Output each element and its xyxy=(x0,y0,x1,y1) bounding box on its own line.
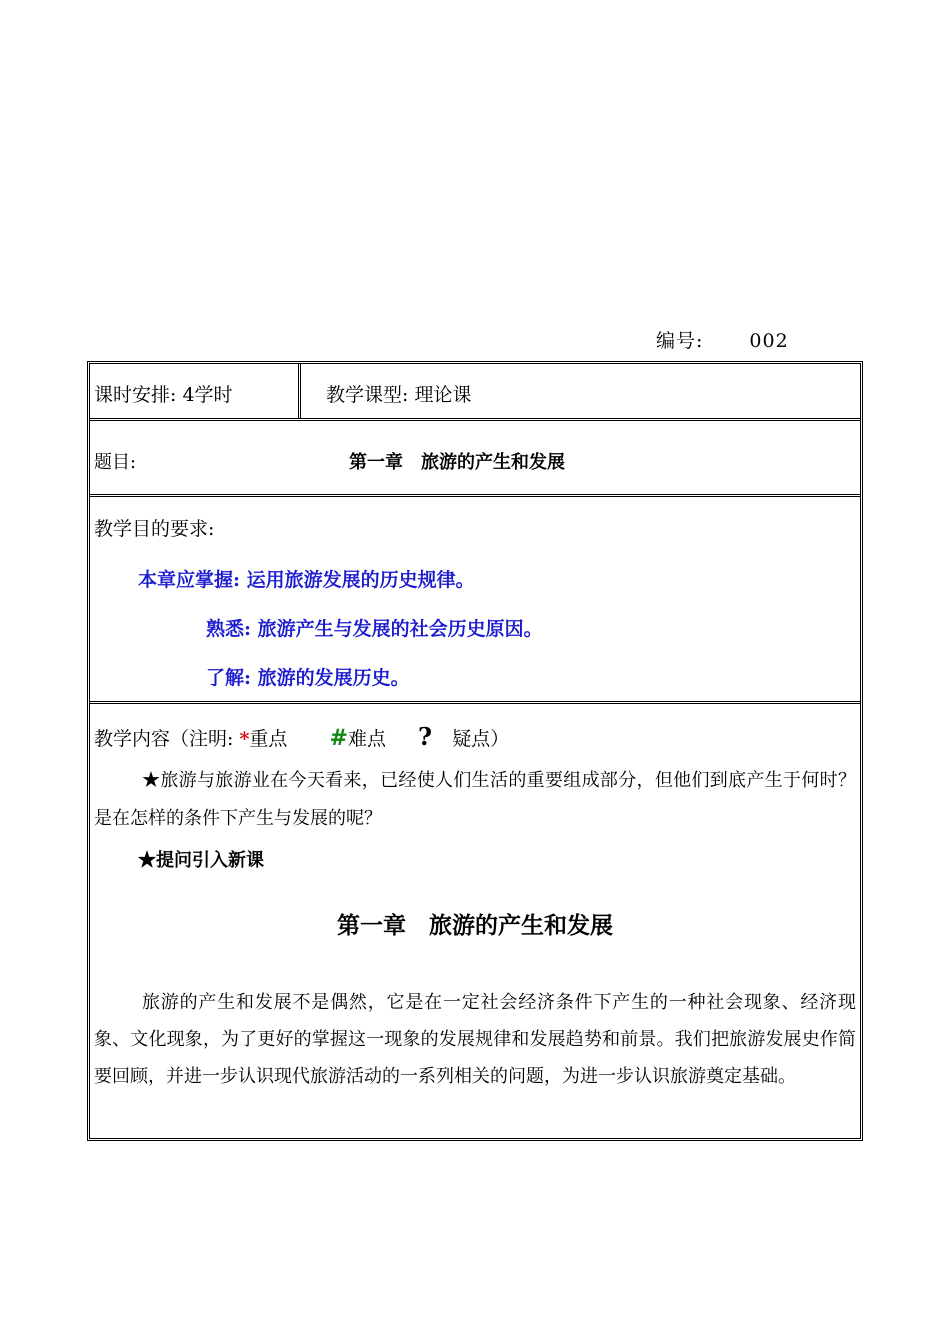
cell-hours xyxy=(90,364,301,418)
chapter-heading: 第一章 旅游的产生和发展 xyxy=(337,912,613,939)
content-legend xyxy=(94,722,509,751)
row-objectives xyxy=(90,497,860,704)
chapter-intro-paragraph: 旅游的产生和发展不是偶然，它是在一定社会经济条件下产生的一种社会现象、经济现象、文化现象，为了更好的掌握这一现象的发展规律和发展趋势和前景。我们把旅游发展史作简要回顾，并进一步认识现代旅游活动的一系列相关的问题，为进一步认识旅游奠定基础。 xyxy=(94,992,856,1087)
row-content xyxy=(90,704,860,1138)
course-type-text: 教学课型: 理论课 xyxy=(326,384,472,406)
row-schedule xyxy=(90,364,860,421)
row-topic xyxy=(90,421,860,497)
content-label: 教学内容（注明: xyxy=(94,728,234,750)
key-point-icon: * xyxy=(239,728,250,750)
lead-in-text: ★提问引入新课 xyxy=(138,850,264,871)
objective-understand: 了解: 旅游的发展历史。 xyxy=(206,667,410,689)
lesson-plan-table xyxy=(87,361,863,1141)
serial-value: 002 xyxy=(749,330,789,352)
serial-number xyxy=(656,326,789,353)
difficult-point-label: 难点 xyxy=(347,728,386,750)
topic-label: 题目: xyxy=(94,452,137,473)
doubt-point-icon: ? xyxy=(418,722,433,751)
doubt-point-label: 疑点） xyxy=(452,728,510,750)
topic-title: 第一章 旅游的产生和发展 xyxy=(349,452,565,473)
hours-text: 课时安排: 4学时 xyxy=(94,384,233,406)
objectives-label: 教学目的要求: xyxy=(94,518,215,540)
key-point-label: 重点 xyxy=(249,728,288,750)
serial-label: 编号: xyxy=(656,330,704,352)
objective-familiar: 熟悉: 旅游产生与发展的社会历史原因。 xyxy=(206,618,543,640)
objective-master: 本章应掌握: 运用旅游发展的历史规律。 xyxy=(138,569,475,591)
difficult-point-icon: # xyxy=(329,725,348,751)
intro-paragraph: ★旅游与旅游业在今天看来，已经使人们生活的重要组成部分，但他们到底产生于何时？是在怎样的条件下产生与发展的呢？ xyxy=(94,770,856,829)
